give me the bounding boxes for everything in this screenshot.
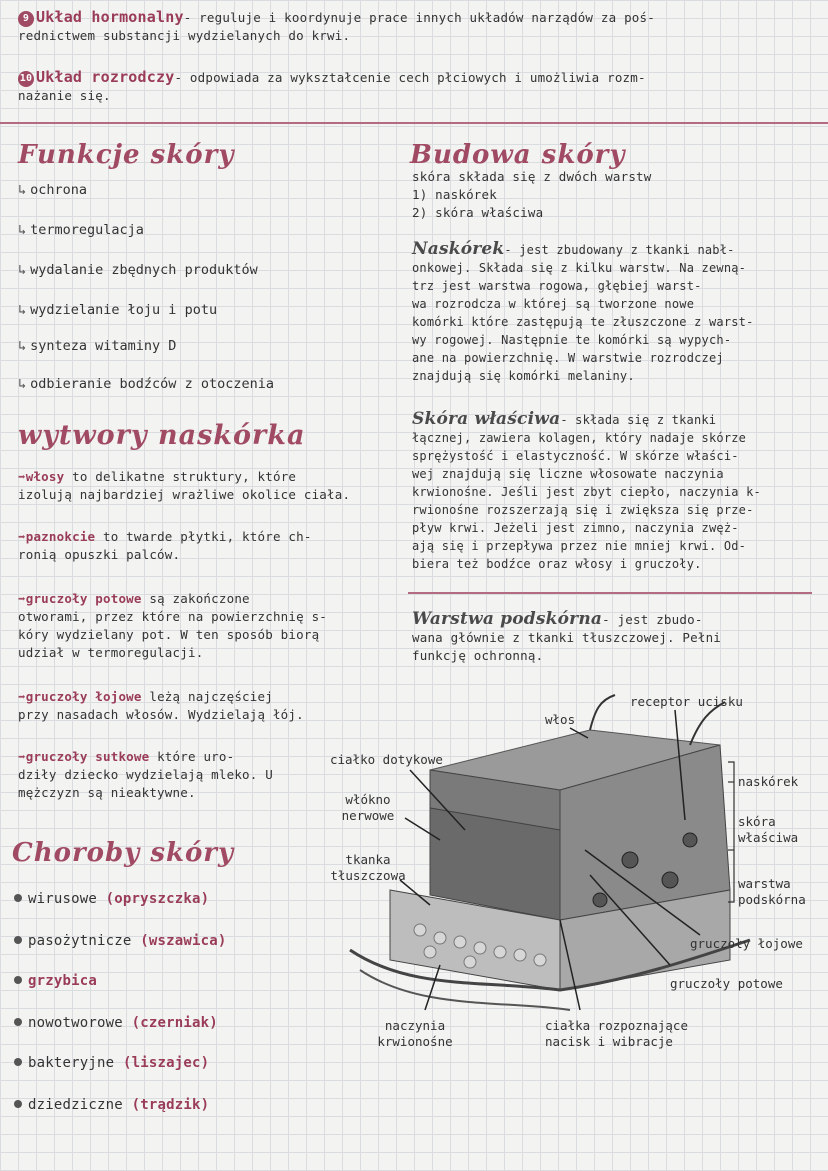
label-pressure-corpuscles: ciałka rozpoznające nacisk i wibracje [545, 1018, 688, 1049]
dermis-heading: Skóra właściwa [412, 409, 561, 429]
arrow-right-icon: ➡ [18, 529, 26, 544]
derivative-sweat-glands: ➡gruczoły potowe są zakończone otworami, przez które na powierzchnię s- kóry wydzielany pot. W ten sposób biorą udział w termoregulacji. [18, 591, 328, 660]
derivative-hair: ➡włosy to delikatne struktury, które izolują najbardziej wrażliwe okolice ciała. [18, 469, 351, 502]
epidermis-heading: Naskórek [412, 239, 505, 259]
reproductive-text-2: nażanie się. [18, 88, 111, 103]
structure-intro: skóra składa się z dwóch warstw 1) naskórek 2) skóra właściwa [412, 169, 652, 220]
function-item: ↳ wydalanie zbędnych produktów [18, 262, 258, 278]
derivatives-heading: wytwory naskórka [18, 420, 306, 451]
divider-right [408, 592, 812, 594]
disease-item: dziedziczne (trądzik) [14, 1096, 209, 1114]
functions-heading: Funkcje skóry [18, 140, 235, 170]
disease-item: bakteryjne (liszajec) [14, 1054, 209, 1072]
divider-top [0, 122, 828, 124]
function-item: ↳ odbieranie bodźców z otoczenia [18, 376, 274, 392]
hormonal-title: Układ hormonalny [36, 8, 184, 26]
disease-item: grzybica [14, 972, 97, 990]
label-pressure-receptor: receptor ucisku [630, 694, 743, 709]
reproductive-title: Układ rozrodczy [36, 68, 175, 86]
function-item: ↳ wydzielanie łoju i potu [18, 302, 218, 318]
label-dermis: skóra właściwa [738, 814, 799, 845]
structure-heading: Budowa skóry [410, 140, 626, 170]
bullet-icon [14, 1100, 22, 1108]
label-subcutaneous: warstwa podskórna [738, 876, 806, 907]
subcutaneous-paragraph: Warstwa podskórna- jest zbudo- wana głównie z tkanki tłuszczowej. Pełni funkcję ochronną. [412, 609, 722, 663]
dermis-paragraph: Skóra właściwa- składa się z tkanki łącznej, zawiera kolagen, który nadaje skórze sprężystość i elastyczność. W skórze właści- wej znajdują się liczne włosowate naczynia krwionośne. Jeśli jest zbyt ciepło, naczynia k- rwionośne rozszerzają się i zwiększa się prze- pływ krwi. Jeżeli jest zimno, naczynia zwęż- ają się i przepływa przez nie mniej krwi. Od- biera też bodźce oraz włosy i gruczoły. [412, 409, 761, 571]
arrow-right-icon: ➡ [18, 469, 26, 484]
derivative-mammary-glands: ➡gruczoły sutkowe które uro- dziły dziecko wydzielają mleko. U mężczyzn są nieaktywne. [18, 749, 273, 800]
disease-item: pasożytnicze (wszawica) [14, 932, 226, 950]
hormonal-text-2: rednictwem substancji wydzielanych do krwi. [18, 28, 351, 43]
function-item: ↳ ochrona [18, 182, 88, 198]
diseases-heading: Choroby skóry [12, 838, 235, 868]
number-badge: 9 [18, 11, 34, 27]
arrow-right-icon: ➡ [18, 591, 26, 606]
label-touch-corpuscle: ciałko dotykowe [330, 752, 443, 767]
label-blood-vessels: naczynia krwionośne [377, 1018, 453, 1049]
subcutaneous-heading: Warstwa podskórna [412, 609, 603, 629]
label-sweat-glands: gruczoły potowe [670, 976, 783, 991]
number-badge: 10 [18, 71, 34, 87]
reproductive-system-note [18, 68, 818, 105]
bullet-icon [14, 936, 22, 944]
bullet-icon [14, 1018, 22, 1026]
bullet-icon [14, 1058, 22, 1066]
epidermis-paragraph: Naskórek- jest zbudowany z tkanki nabł- onkowej. Składa się z kilku warstw. Na zewną- trz jest warstwa rogowa, głębiej warst- wa rozrodcza w której są tworzone nowe komórki które zastępują te złuszczone z warst- wy rogowej. Następnie te komórki są wypych- ane na powierzchnię. W warstwie rozrodczej znajdują się komórki melaniny. [412, 239, 754, 383]
bullet-icon [14, 894, 22, 902]
derivative-sebaceous-glands: ➡gruczoły łojowe leżą najczęściej przy nasadach włosów. Wydzielają łój. [18, 689, 304, 722]
label-hair: włos [545, 712, 576, 727]
reproductive-text-1: - odpowiada za wykształcenie cech płciowych i umożliwia rozm- [174, 70, 646, 85]
label-epidermis: naskórek [738, 774, 799, 789]
arrow-right-icon: ➡ [18, 689, 26, 704]
label-fat-tissue: tkanka tłuszczowa [330, 852, 406, 883]
arrow-right-icon: ➡ [18, 749, 26, 764]
hormonal-system-note [18, 8, 818, 45]
label-nerve-fiber: włókno nerwowe [341, 792, 395, 823]
disease-item: nowotworowe (czerniak) [14, 1014, 218, 1032]
hormonal-text-1: - reguluje i koordynuje prace innych układów narządów za poś- [183, 10, 655, 25]
function-item: ↳ synteza witaminy D [18, 338, 177, 354]
label-sebaceous-glands: gruczoły łojowe [690, 936, 803, 951]
bullet-icon [14, 976, 22, 984]
disease-item: wirusowe (opryszczka) [14, 890, 209, 908]
function-item: ↳ termoregulacja [18, 222, 144, 238]
derivative-nails: ➡paznokcie to twarde płytki, które ch- ronią opuszki palców. [18, 529, 312, 562]
